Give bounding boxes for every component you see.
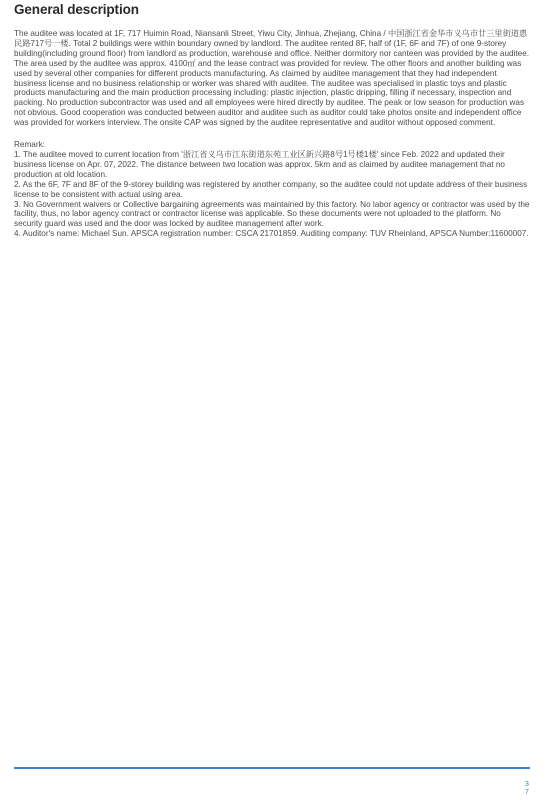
footer-divider xyxy=(14,767,530,769)
remark-item-2: 2. As the 6F, 7F and 8F of the 9-storey building was registered by another company, so the auditee could not update address of their business license to be consistent with actual using area. xyxy=(14,179,528,199)
page-current: 3 xyxy=(525,781,529,788)
section-body xyxy=(14,29,530,239)
remark-label: Remark: xyxy=(14,140,45,150)
remark-item-1: 1. The auditee moved to current location from '浙江省义乌市江东街道东苑工业区新兴路8号1号楼1楼' since Feb. 2022 and updated their business license on Apr. 07, 2022. The distance between two location was approx. 5km and as claimed by auditee management that no production at old location. xyxy=(14,149,505,179)
paragraph-spacer xyxy=(14,128,530,140)
intro-paragraph: The auditee was located at 1F, 717 Huimin Road, Niansanli Street, Yiwu City, Jinhua, Zhejiang, China / 中国浙江省金华市义乌市廿三里街道惠民路717号一楼. Total 2 buildings were within boundary owned by landlord. The auditee rented 8F, half of (1F, 6F and 7F) of one 9-storey building(including ground floor) from landlord as production, warehouse and office. Neither dormitory nor canteen was provided by the auditee. The area used by the auditee was approx. 4100㎡ and the lease contract was provided for review. The other floors and another building was used by several other companies for different products manufacturing. As claimed by auditee management that they had independent business license and no business relationship or worker was shared with auditee. The auditee was specialised in plastic toys and plastic products manufacturing and the main production processing including: plastic injection, plastic dripping, filling if necessary, inspection and packing. No production subcontractor was used and all employees were hired directly by auditee. The peak or low season for production was not obvious. Good cooperation was conducted between auditor and auditee such as auditor could take photos onsite and independent office was provided for workers interview. The onsite CAP was signed by the auditee representative and auditor without opposed comment. xyxy=(14,29,530,128)
section-title: General description xyxy=(14,2,139,17)
page-total: 7 xyxy=(525,789,529,796)
remark-item-3: 3. No Government waivers or Collective bargaining agreements was maintained by this factory. No labor agency or contractor was used by the facility, thus, no labor agency contract or contractor license was applicable. So these documents were not uploaded to the platform. No security guard was used and the door was locked by auditee management after work. xyxy=(14,199,530,229)
document-page xyxy=(14,0,530,800)
remark-item-4: 4. Auditor's name: Michael Sun. APSCA registration number: CSCA 21701859. Auditing company: TUV Rheinland, APSCA Number:11600007. xyxy=(14,229,529,239)
page-number xyxy=(522,781,532,797)
